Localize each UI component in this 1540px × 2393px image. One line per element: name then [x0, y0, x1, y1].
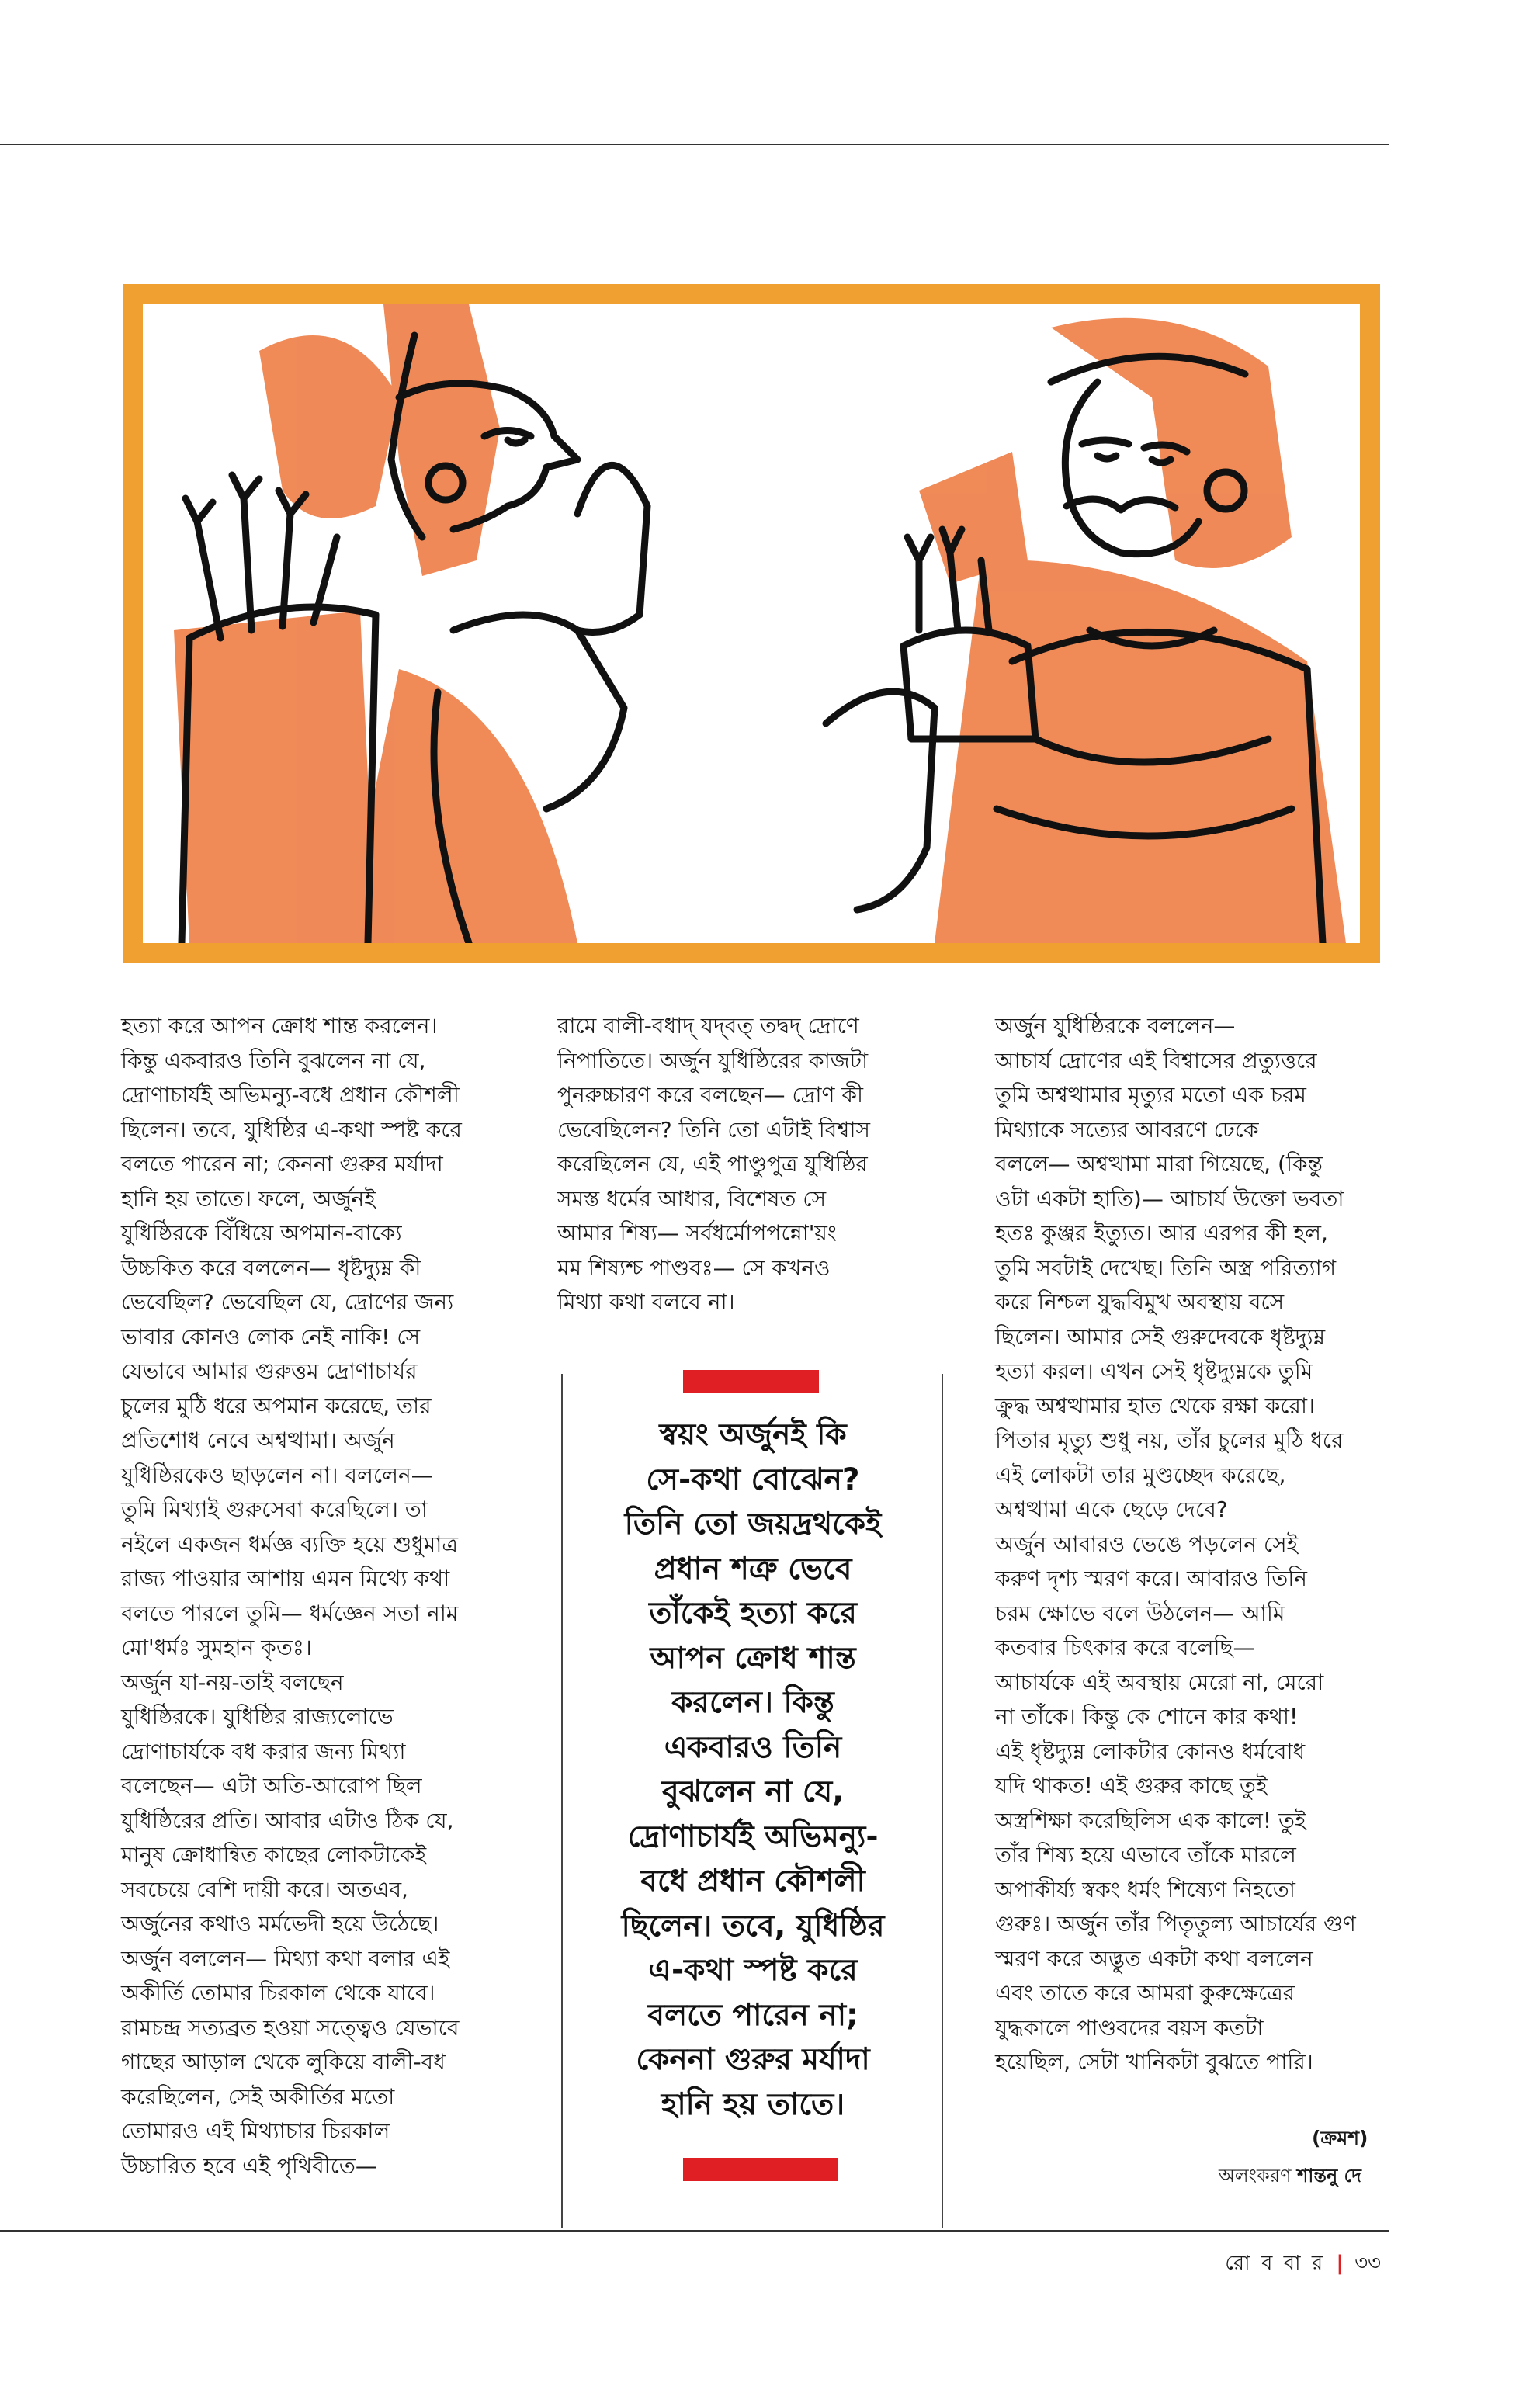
pull-quote-bottom-bar — [683, 2158, 838, 2181]
column-divider — [942, 1374, 943, 2228]
magazine-name: রো ব বা র — [1225, 2252, 1326, 2275]
pull-quote-top-bar — [683, 1370, 819, 1393]
page-number: ৩৩ — [1354, 2252, 1381, 2275]
credit-name: শান্তনু দে — [1297, 2165, 1361, 2187]
page-footer — [1225, 2247, 1381, 2281]
top-rule — [0, 144, 1389, 145]
column-divider — [561, 1374, 563, 2228]
column-text: অর্জুন যুধিষ্ঠিরকে বললেন— আচার্য দ্রোণের এই বিশ্বাসের প্রত্যুত্তরে তুমি অশ্বত্থামার মৃত্যুর মতো এক চরম মিথ্যাকে সত্যের আবরণে ঢেকে বললে— অশ্বত্থামা মারা গিয়েছে, (কিন্তু ওটা একটা হাতি)— আচার্য উক্তো ভবতা হতঃ কুঞ্জর ইত্যুত। আর এরপর কী হল, তুমি সবটাই দেখেছ। তিনি অস্ত্র পরিত্যাগ করে নিশ্চল যুদ্ধবিমুখ অবস্থায় বসে ছিলেন। আমার সেই গুরুদেবকে ধৃষ্টদ্যুম্ন হত্যা করল। এখন সেই ধৃষ্টদ্যুম্নকে তুমি ক্রুদ্ধ অশ্বত্থামার হাত থেকে রক্ষা করো। পিতার মৃত্যু শুধু নয়, তাঁর চুলের মুঠি ধরে এই লোকটা তার মুণ্ডচ্ছেদ করেছে, অশ্বত্থামা একে ছেড়ে দেবে? অর্জুন আবারও ভেঙে পড়লেন সেই করুণ দৃশ্য স্মরণ করে। আবারও তিনি চরম ক্ষোভে বলে উঠলেন— আমি কতবার চিৎকার করে বলেছি— আচার্যকে এই অবস্থায় মেরো না, মেরো না তাঁকে। কিন্তু কে শোনে কার কথা! এই ধৃষ্টদ্যুম্ন লোকটার কোনও ধর্মবোধ যদি থাকত! এই গুরুর কাছে তুই অস্ত্রশিক্ষা করেছিলিস এক কালে! তুই তাঁর শিষ্য হয়ে এভাবে তাঁকে মারলে অপাকীর্য্য স্বকং ধর্মং শিষ্যেণ নিহতো গুরুঃ। অর্জুন তাঁর পিতৃতুল্য আচার্যের গুণ স্মরণ করে অদ্ভুত একটা কথা বললেন এবং তাতে করে আমরা কুরুক্ষেত্রের যুদ্ধকালে পাণ্ডবদের বয়স কতটা হয়েছিল, সেটা খানিকটা বুঝতে পারি। — [995, 1013, 1356, 2075]
to-be-continued-mark: (ক্রমশ) — [1312, 2127, 1368, 2149]
footer-separator: | — [1336, 2252, 1344, 2275]
illustration — [123, 284, 1380, 963]
column-text: রামে বালী-বধাদ্‌ যদ্‌বত্‌ তদ্বদ্‌ দ্রোণে নিপাতিতে। অর্জুন যুধিষ্ঠিরের কাজটা পুনরুচ্চারণ করে বলছেন— দ্রোণ কী ভেবেছিলেন? তিনি তো এটাই বিশ্বাস করেছিলেন যে, এই পাণ্ডুপুত্র যুধিষ্ঠির সমস্ত ধর্মের আধার, বিশেষত সে আমার শিষ্য— সর্বধর্মোপপন্নো'য়ং মম শিষ্যশ্চ পাণ্ডবঃ— সে কখনও মিথ্যা কথা বলবে না। — [557, 1013, 870, 1315]
arjuna-yudhishthira-illustration — [143, 304, 1360, 943]
column-text: হত্যা করে আপন ক্রোধ শান্ত করলেন। কিন্তু একবারও তিনি বুঝলেন না যে, দ্রোণাচার্যই অভিমন্যু-বধে প্রধান কৌশলী ছিলেন। তবে, যুধিষ্ঠির এ-কথা স্পষ্ট করে বলতে পারেন না; কেননা গুরুর মর্যাদা হানি হয় তাতে। ফলে, অর্জুনই যুধিষ্ঠিরকে বিঁধিয়ে অপমান-বাক্যে উচ্চকিত করে বললেন— ধৃষ্টদ্যুম্ন কী ভেবেছিল? ভেবেছিল যে, দ্রোণের জন্য ভাবার কোনও লোক নেই নাকি! সে যেভাবে আমার গুরুত্তম দ্রোণাচার্যর চুলের মুঠি ধরে অপমান করেছে, তার প্রতিশোধ নেবে অশ্বত্থামা। অর্জুন যুধিষ্ঠিরকেও ছাড়লেন না। বললেন— তুমি মিথ্যাই গুরুসেবা করেছিলে। তা নইলে একজন ধর্মজ্ঞ ব্যক্তি হয়ে শুধুমাত্র রাজ্য পাওয়ার আশায় এমন মিথ্যে কথা বলতে পারলে তুমি— ধর্মজ্ঞেন সতা নাম মো'ধর্মঃ সুমহান কৃতঃ। অর্জুন যা-নয়-তাই বলছেন যুধিষ্ঠিরকে। যুধিষ্ঠির রাজ্যলোভে দ্রোণাচার্যকে বধ করার জন্য মিথ্যা বলেছেন— এটা অতি-আরোপ ছিল যুধিষ্ঠিরের প্রতি। আবার এটাও ঠিক যে, মানুষ ক্রোধান্বিত কাছের লোকটাকেই সবচেয়ে বেশি দায়ী করে। অতএব, অর্জুনের কথাও মর্মভেদী হয়ে উঠেছে। অর্জুন বললেন— মিথ্যা কথা বলার এই অকীর্তি তোমার চিরকাল থেকে যাবে। রামচন্দ্র সত্যব্রত হওয়া সত্ত্বেও যেভাবে গাছের আড়াল থেকে লুকিয়ে বালী-বধ করেছিলেন, সেই অকীর্তির মতো তোমারও এই মিথ্যাচার চিরকাল উচ্চারিত হবে এই পৃথিবীতে— — [121, 1013, 462, 2179]
bottom-rule — [0, 2230, 1389, 2232]
article-column-middle — [557, 1009, 945, 1320]
illustration-credit — [1219, 2162, 1361, 2193]
article-column-right — [995, 1009, 1383, 2080]
pull-quote: স্বয়ং অর্জুনই কি সে-কথা বোঝেন? তিনি তো জয়দ্রথকেই প্রধান শত্রু ভেবে তাঁকেই হত্যা করে আপন ক্রোধ শান্ত করলেন। কিন্তু একবারও তিনি বুঝলেন না যে, দ্রোণাচার্যই অভিমন্যু- বধে প্রধান কৌশলী ছিলেন। তবে, যুধিষ্ঠির এ-কথা স্পষ্ট করে বলতে পারেন না; কেননা গুরুর মর্যাদা হানি হয় তাতে। — [621, 1417, 885, 2122]
article-column-left — [121, 1009, 548, 2183]
credit-role: অলংকরণ — [1219, 2165, 1292, 2187]
